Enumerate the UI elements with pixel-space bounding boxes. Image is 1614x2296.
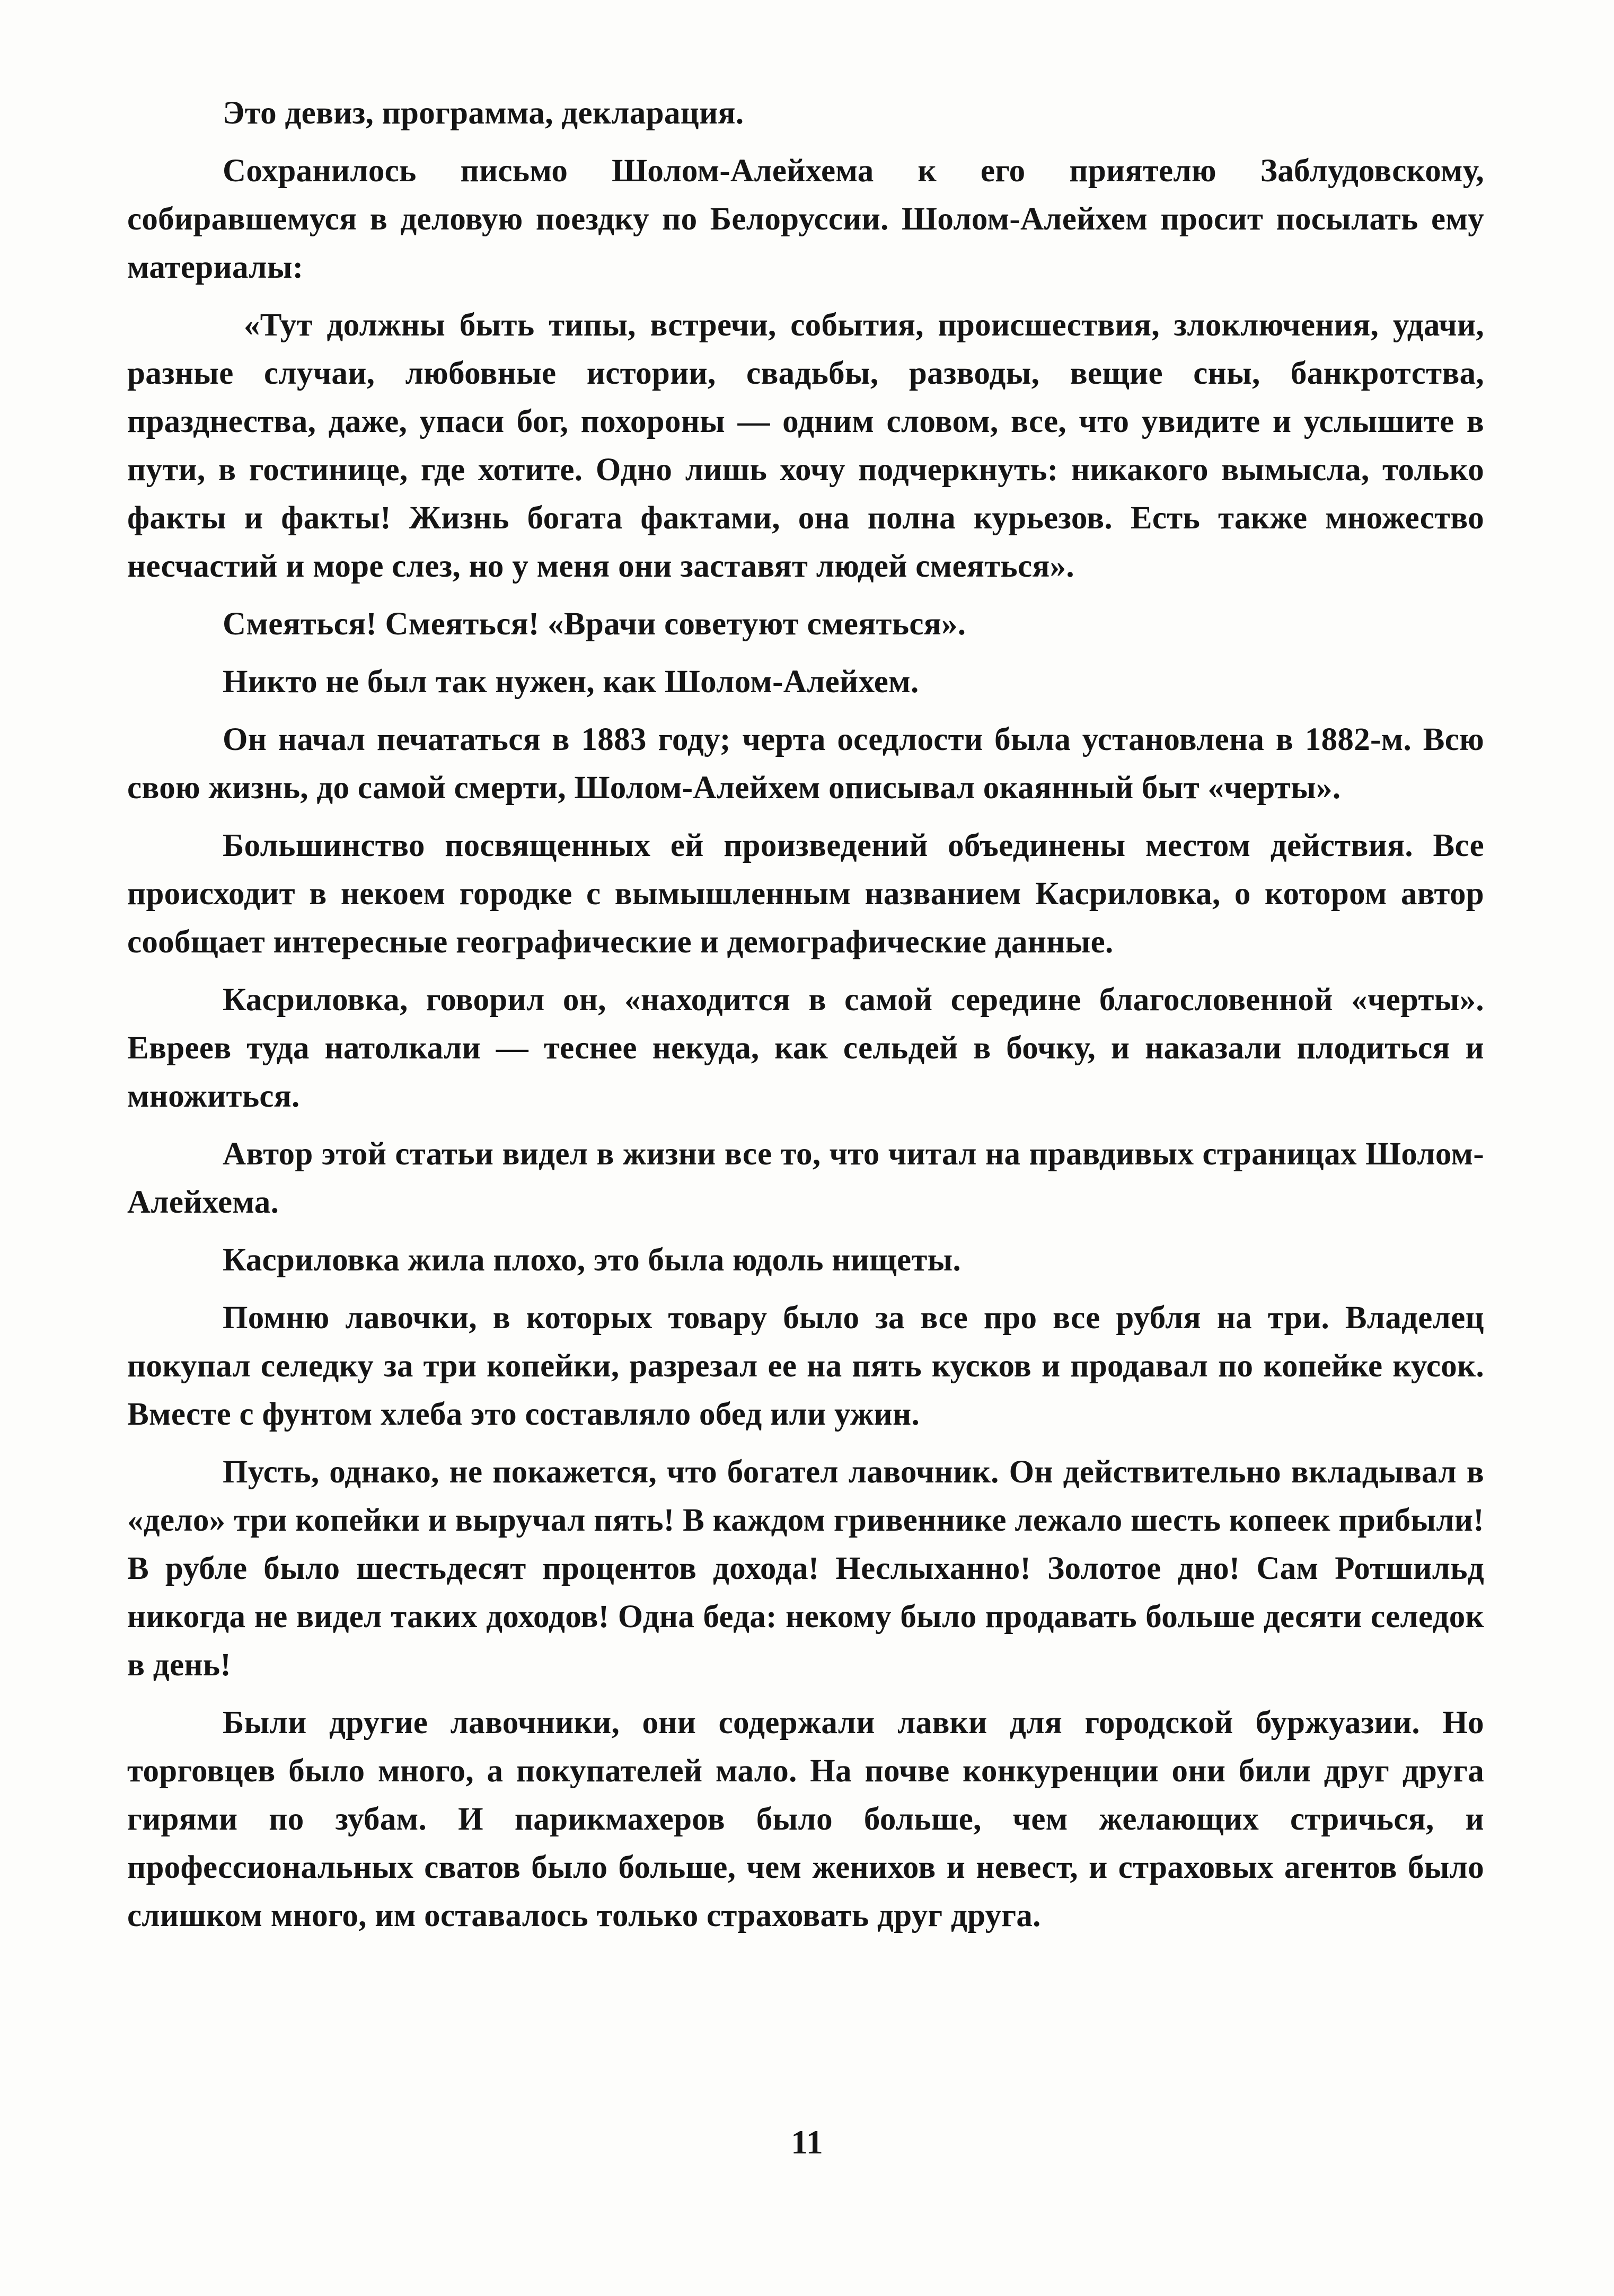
paragraph: Никто не был так нужен, как Шолом-Алейхем. — [223, 664, 919, 700]
page-body — [127, 89, 1484, 1949]
paragraph: Это девиз, программа, декларация. — [223, 95, 744, 131]
paragraph: Были другие лавочники, они содержали лавки для городской буржуазии. Но торговцев было много, а покупателей мало. На почве конкуренции они били друг друга гирями по зубам. И парикмахеров было больше, чем желающих стричься, и профессиональных сватов было больше, чем женихов и невест, и страховых агентов было слишком много, им оставалось только страховать друг друга. — [127, 1705, 1484, 1933]
paragraph: Касриловка жила плохо, это была юдоль нищеты. — [223, 1242, 962, 1278]
paragraph: Касриловка, говорил он, «находится в самой середине благословенной «черты». Евреев туда натолкали — теснее некуда, как сельдей в бочку, и наказали плодиться и множиться. — [127, 982, 1484, 1114]
paragraph: Пусть, однако, не покажется, что богател лавочник. Он действительно вкладывал в «дело» три копейки и выручал пять! В каждом гривеннике лежало шесть копеек прибыли! В рубле было шестьдесят процентов дохода! Неслыханно! Золотое дно! Сам Ротшильд никогда не видел таких доходов! Одна беда: некому было продавать больше десяти селедок в день! — [127, 1454, 1484, 1683]
paragraph: Смеяться! Смеяться! «Врачи советуют смеяться». — [223, 606, 966, 642]
paragraph: Помню лавочки, в которых товару было за все про все рубля на три. Владелец покупал селедку за три копейки, разрезал ее на пять кусков и продавал по копейке кусок. Вместе с фунтом хлеба это составляло обед или ужин. — [127, 1300, 1484, 1432]
paragraph: Большинство посвященных ей произведений объединены местом действия. Все происходит в некоем городке с вымышленным названием Касриловка, о котором автор сообщает интересные географические и демографические данные. — [127, 828, 1484, 960]
paragraph: Автор этой статьи видел в жизни все то, что читал на правдивых страницах Шолом-Алейхема. — [127, 1136, 1484, 1220]
paragraph: Сохранилось письмо Шолом-Алейхема к его приятелю Заблудовскому, собиравшемуся в деловую поездку по Белоруссии. Шолом-Алейхем просит посылать ему материалы: — [127, 153, 1484, 285]
page-number: 11 — [791, 2123, 823, 2161]
quote-paragraph: «Тут должны быть типы, встречи, события, происшествия, злоключения, удачи, разные случаи, любовные истории, свадьбы, разводы, вещие сны, банкротства, празднества, даже, упаси бог, похороны — одним словом, все, что увидите и услышите в пути, в гостинице, где хотите. Одно лишь хочу подчеркнуть: никакого вымысла, только факты и факты! Жизнь богата фактами, она полна курьезов. Есть также множество несчастий и море слез, но у меня они заставят людей смеяться». — [127, 307, 1484, 584]
paragraph: Он начал печататься в 1883 году; черта оседлости была установлена в 1882-м. Всю свою жизнь, до самой смерти, Шолом-Алейхем описывал окаянный быт «черты». — [127, 722, 1484, 806]
